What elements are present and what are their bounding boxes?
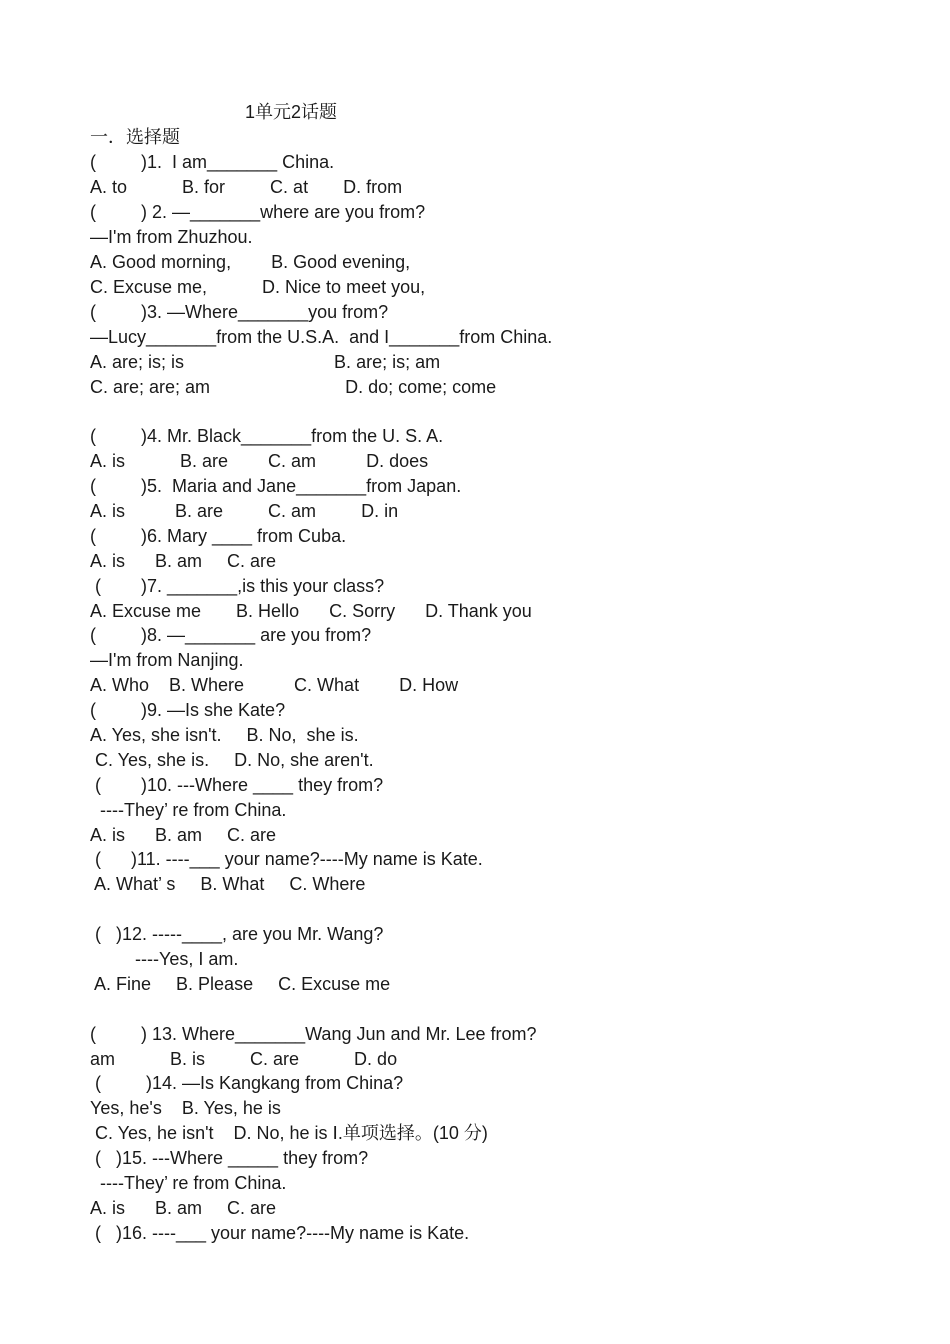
question-line: C. Yes, she is. D. No, she aren't.	[90, 750, 374, 770]
question-line: —I'm from Nanjing.	[90, 650, 244, 670]
question-line: ( ) 13. Where_______Wang Jun and Mr. Lee from?	[90, 1024, 537, 1044]
question-line: C. Yes, he isn't D. No, he is Ⅰ.单项选择。(10 分)	[90, 1123, 488, 1143]
section-heading: 一．选择题	[90, 127, 180, 147]
question-line: ----They’ re from China.	[90, 1173, 287, 1193]
question-line: ----They’ re from China.	[90, 800, 287, 820]
question-line: ( )4. Mr. Black_______from the U. S. A.	[90, 426, 444, 446]
question-line: ( )10. ---Where ____ they from?	[90, 775, 384, 795]
question-line: A. Fine B. Please C. Excuse me	[90, 974, 391, 994]
question-line: am B. is C. are D. do	[90, 1049, 398, 1069]
question-line: ( )8. —_______ are you from?	[90, 625, 372, 645]
question-line: A. is B. am C. are	[90, 825, 277, 845]
question-line: ( )3. —Where_______you from?	[90, 302, 389, 322]
question-line: A. to B. for C. at D. from	[90, 177, 403, 197]
question-line: ( )16. ----___ your name?----My name is Kate.	[90, 1223, 470, 1243]
question-line: ----Yes, I am.	[90, 949, 239, 969]
question-line: ( )12. -----____, are you Mr. Wang?	[90, 924, 384, 944]
question-line: ( ) 2. —_______where are you from?	[90, 202, 426, 222]
question-line: ( )6. Mary ____ from Cuba.	[90, 526, 347, 546]
question-line: ( )7. _______,is this your class?	[90, 576, 385, 596]
question-line: ( )11. ----___ your name?----My name is Kate.	[90, 849, 483, 869]
question-line: A. Good morning, B. Good evening,	[90, 252, 411, 272]
question-line: ( )14. —Is Kangkang from China?	[90, 1073, 404, 1093]
question-line: —I'm from Zhuzhou.	[90, 227, 253, 247]
question-line: ( )1. I am_______ China.	[90, 152, 335, 172]
question-line: ( )15. ---Where _____ they from?	[90, 1148, 369, 1168]
question-line: A. is B. are C. am D. does	[90, 451, 429, 471]
question-line: ( )9. —Is she Kate?	[90, 700, 286, 720]
question-line: C. Excuse me, D. Nice to meet you,	[90, 277, 426, 297]
question-line: A. Yes, she isn't. B. No, she is.	[90, 725, 359, 745]
question-line: —Lucy_______from the U.S.A. and I_______from China.	[90, 327, 553, 347]
question-line: A. is B. are C. am D. in	[90, 501, 399, 521]
question-line: A. is B. am C. are	[90, 1198, 277, 1218]
question-line: A. What’ s B. What C. Where	[90, 874, 366, 894]
question-line: C. are; are; am D. do; come; come	[90, 377, 497, 397]
question-line: A. are; is; is B. are; is; am	[90, 352, 441, 372]
question-line: A. Who B. Where C. What D. How	[90, 675, 459, 695]
page-title: 1单元2话题	[245, 102, 338, 122]
question-line: A. is B. am C. are	[90, 551, 277, 571]
question-line: A. Excuse me B. Hello C. Sorry D. Thank you	[90, 601, 532, 621]
question-line: Yes, he's B. Yes, he is	[90, 1098, 281, 1118]
question-line: ( )5. Maria and Jane_______from Japan.	[90, 476, 462, 496]
